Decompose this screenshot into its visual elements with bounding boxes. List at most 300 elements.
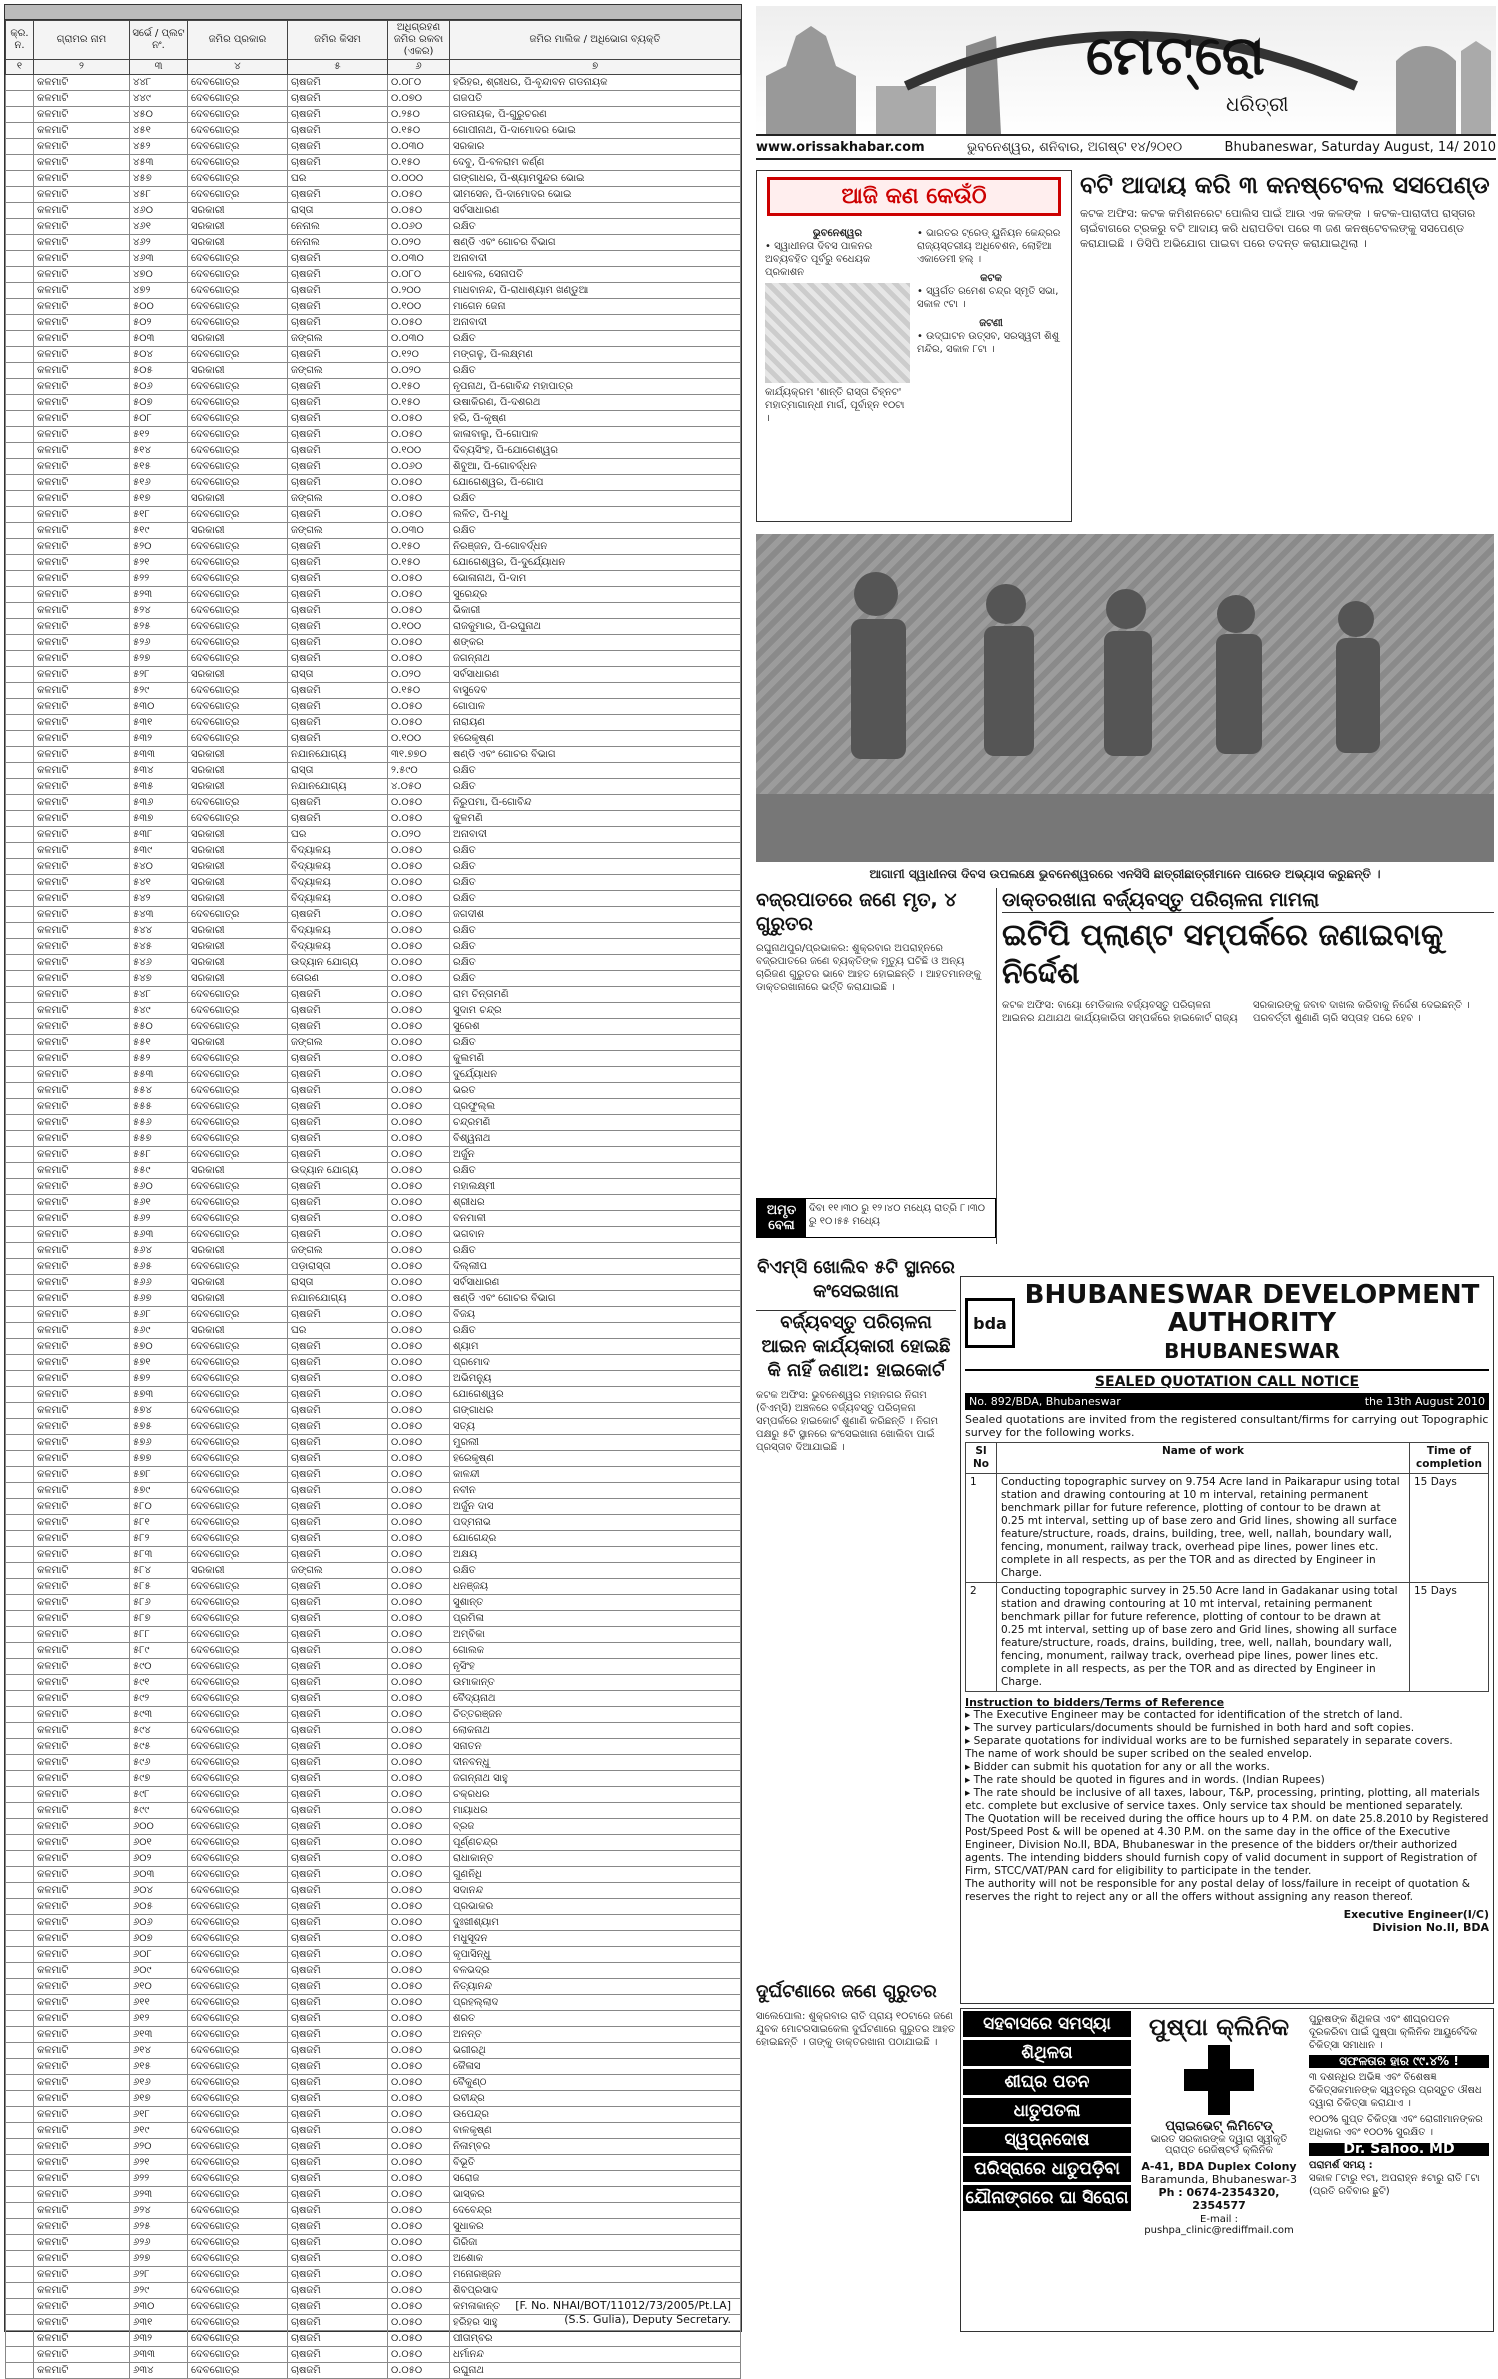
table-cell: ସରକାରୀ bbox=[188, 1035, 288, 1051]
table-cell: ଗୋପୀନାଥ, ପି-ଦାମୋଦର ଭୋଇ bbox=[450, 123, 741, 139]
constable-body: କଟକ ଅଫିସ: କଟକ କମିଶନରେଟ ପୋଲିସ ପାଇଁ ଆଉ ଏକ କଳଙ୍କ । କଟକ-ପାରାଦୀପ ରାସ୍ତାର ଚାଇଁବାଗରେ ଟ୍ରକରୁ ବଟି ଆଦାୟ କରି ଧରାପଡିବା ପରେ ୩ ଜଣ କନଷ୍ଟେବଲଙ୍କୁ ସସପେଣ୍ଡ କରାଯାଇଛି । ଡିସିପି ଅଭିଯୋଗ ପାଇବା ପରେ ତଦନ୍ତ କରାଯାଇଥିଲା । bbox=[1080, 207, 1476, 250]
table-cell bbox=[6, 1259, 34, 1275]
table-cell: ୫୯୩ bbox=[130, 1707, 188, 1723]
table-cell bbox=[6, 2155, 34, 2171]
table-cell: ଦେବଗୋତ୍ର bbox=[188, 587, 288, 603]
table-cell: କଳମାଟି bbox=[34, 507, 130, 523]
table-row bbox=[6, 1435, 741, 1451]
table-cell: ଚାଷଜମି bbox=[288, 1547, 388, 1563]
table-cell bbox=[6, 1035, 34, 1051]
table-cell: ଦେବଗୋତ୍ର bbox=[188, 2155, 288, 2171]
table-cell: ୦.୦୫୦ bbox=[388, 1851, 450, 1867]
table-cell: ୦.୦୫୦ bbox=[388, 2299, 450, 2315]
date-odia: ଭୁବନେଶ୍ୱର, ଶନିବାର, ଅଗଷ୍ଟ ୧୪/୨୦୧୦ bbox=[966, 140, 1183, 155]
events-city-1: ଭୁବନେଶ୍ୱର bbox=[812, 228, 863, 239]
table-cell: ଚାଷଜମି bbox=[288, 571, 388, 587]
table-row bbox=[6, 2235, 741, 2251]
table-cell: ଚାଷଜମି bbox=[288, 1611, 388, 1627]
table-cell bbox=[6, 1739, 34, 1755]
table-cell bbox=[6, 1307, 34, 1323]
table-cell: କଳମାଟି bbox=[34, 459, 130, 475]
bda-notice bbox=[960, 1276, 1494, 2004]
table-cell: କଳମାଟି bbox=[34, 651, 130, 667]
table-cell: ଦେବଗୋତ୍ର bbox=[188, 1643, 288, 1659]
table-cell: ଚାଷଜମି bbox=[288, 1051, 388, 1067]
table-cell: ଚାଷଜମି bbox=[288, 1115, 388, 1131]
table-row bbox=[6, 267, 741, 283]
lightning-story bbox=[756, 888, 997, 1244]
table-cell: ୫୯୫ bbox=[130, 1739, 188, 1755]
bda-row-work: Conducting topographic survey in 25.50 Acre land in Gadakanar using total station and drawing contouring at 10 mt interval, retaining permanent benchmark pillar for future reference, plotting of contour to be drawn at 0.25 mt interval, setting up of base zero and Grid lines, showing all surface feature/structure, roads, drains, building, tree, well, nallah, boundary wall, fencing, monument, railway track, overhead pipe lines, power lines etc. complete in all respects, as per the TOR and as directed by Engineer in Charge. bbox=[997, 1583, 1410, 1692]
table-row bbox=[6, 939, 741, 955]
table-cell: ଦେବଗୋତ୍ର bbox=[188, 2075, 288, 2091]
clinic-condition: ଶିଥିଳତା bbox=[963, 2040, 1131, 2066]
bda-col-time: Time of completion bbox=[1410, 1443, 1489, 1474]
table-cell: ୬୧୯ bbox=[130, 2123, 188, 2139]
table-cell: ଚାଷଜମି bbox=[288, 315, 388, 331]
clinic-email[interactable]: pushpa_clinic@rediffmail.com bbox=[1144, 2225, 1294, 2236]
table-cell: ବିଭୂତି bbox=[450, 2155, 741, 2171]
table-cell: ଦେବଗୋତ୍ର bbox=[188, 571, 288, 587]
table-cell bbox=[6, 1323, 34, 1339]
table-cell: ୫୪୨ bbox=[130, 891, 188, 907]
table-cell bbox=[6, 1051, 34, 1067]
table-cell: ୦.୦୫୦ bbox=[388, 1723, 450, 1739]
table-cell: ୪୪୮ bbox=[130, 75, 188, 91]
table-cell: ଚାଷଜମି bbox=[288, 1643, 388, 1659]
table-cell: କଳମାଟି bbox=[34, 2171, 130, 2187]
table-cell: ଦେବଗୋତ୍ର bbox=[188, 1627, 288, 1643]
table-cell: ଚାଷଜମି bbox=[288, 1195, 388, 1211]
clinic-text-2: ୩ ଦଶନ୍ଧିର ଅଭିଜ୍ଞ ଏବଂ ବିଶେଷଜ୍ଞ ଚିକିତ୍ସକମାନଙ୍କ ସ୍ୱତନ୍ତ୍ର ପ୍ରସ୍ତୁତ ଔଷଧ ଦ୍ୱାରା ଚିକିତ୍ସା କରାଯାଏ । bbox=[1309, 2072, 1482, 2109]
table-cell: ଦେବଗୋତ୍ର bbox=[188, 2107, 288, 2123]
events-text-1: • ସ୍ୱାଧୀନତା ଦିବସ ପାଳନର ଅବ୍ୟବହିତ ପୂର୍ବରୁ ବଧେୟକ ପ୍ରକାଶନ bbox=[765, 241, 873, 278]
table-cell bbox=[6, 1467, 34, 1483]
table-cell: ସରକାରୀ bbox=[188, 747, 288, 763]
table-cell: କଳମାଟି bbox=[34, 2235, 130, 2251]
table-cell bbox=[6, 2091, 34, 2107]
table-cell: ୦.୦୫୦ bbox=[388, 2091, 450, 2107]
table-cell: ୫୮୨ bbox=[130, 1531, 188, 1547]
table-cell: ୦.୦୫୦ bbox=[388, 1611, 450, 1627]
table-cell: କଳମାଟି bbox=[34, 635, 130, 651]
table-cell bbox=[6, 1963, 34, 1979]
table-cell bbox=[6, 1211, 34, 1227]
table-cell: ପୂର୍ଣ୍ଣଚନ୍ଦ୍ର bbox=[450, 1835, 741, 1851]
table-cell: ଦେବଗୋତ୍ର bbox=[188, 443, 288, 459]
table-row bbox=[6, 1035, 741, 1051]
table-cell: କଳମାଟି bbox=[34, 1707, 130, 1723]
table-row bbox=[6, 1163, 741, 1179]
table-cell: କଳମାଟି bbox=[34, 2155, 130, 2171]
table-cell: ଚାଷଜମି bbox=[288, 1899, 388, 1915]
table-cell: ଦୀନବନ୍ଧୁ bbox=[450, 1755, 741, 1771]
table-row bbox=[6, 1595, 741, 1611]
table-cell: ୪୫୮ bbox=[130, 187, 188, 203]
table-cell: ୫୨୫ bbox=[130, 619, 188, 635]
table-row bbox=[6, 1323, 741, 1339]
table-cell: ହରିହର, ଶ୍ରୀଧର, ପି-ବୃନ୍ଦାବନ ଗଡନାୟକ bbox=[450, 75, 741, 91]
table-cell: ଚାଷଜମି bbox=[288, 1339, 388, 1355]
table-cell: ୬୨୮ bbox=[130, 2267, 188, 2283]
table-row bbox=[6, 2075, 741, 2091]
table-cell: ଗୁଣନିଧି bbox=[450, 1867, 741, 1883]
table-cell: ଦେବଗୋତ୍ର bbox=[188, 1259, 288, 1275]
table-cell bbox=[6, 1435, 34, 1451]
table-cell: କଳମାଟି bbox=[34, 1435, 130, 1451]
table-cell: କଳମାଟି bbox=[34, 1803, 130, 1819]
table-cell: ଚାଷଜମି bbox=[288, 1483, 388, 1499]
table-cell: କଳମାଟି bbox=[34, 2027, 130, 2043]
table-cell: ୫୯୯ bbox=[130, 1803, 188, 1819]
table-cell: ଉମାକାନ୍ତ bbox=[450, 1675, 741, 1691]
table-cell bbox=[6, 2011, 34, 2027]
table-cell: ସରକାରୀ bbox=[188, 1163, 288, 1179]
table-cell: ୦.୦୫୦ bbox=[388, 1451, 450, 1467]
table-cell bbox=[6, 1499, 34, 1515]
table-cell: ଚାଷଜମି bbox=[288, 1787, 388, 1803]
table-cell: ୦.୦୫୦ bbox=[388, 1131, 450, 1147]
medical-cross-icon bbox=[1184, 2045, 1254, 2115]
table-cell: କଳମାଟି bbox=[34, 299, 130, 315]
table-cell: ରାଧାକାନ୍ତ bbox=[450, 1851, 741, 1867]
table-cell: ମାଧବାନନ୍ଦ, ପି-ରାଧାଶ୍ୟାମ ଖଣ୍ଡୁଆ bbox=[450, 283, 741, 299]
table-cell bbox=[6, 2059, 34, 2075]
table-row bbox=[6, 2363, 741, 2379]
table-cell: ଦେବୁ, ପି-ବଳରାମ କର୍ଣ୍ଣ bbox=[450, 155, 741, 171]
table-row bbox=[6, 1019, 741, 1035]
table-cell: ଚାଷଜମି bbox=[288, 459, 388, 475]
table-cell: ଧର୍ମାନନ୍ଦ bbox=[450, 2347, 741, 2363]
table-cell: ୫୬୭ bbox=[130, 1291, 188, 1307]
table-row bbox=[6, 1755, 741, 1771]
table-cell: ୪୫୨ bbox=[130, 139, 188, 155]
table-cell: ୦.୦୫୦ bbox=[388, 315, 450, 331]
table-row bbox=[6, 1787, 741, 1803]
table-cell: ଚାଷଜମି bbox=[288, 587, 388, 603]
table-cell: ଚାଷଜମି bbox=[288, 1915, 388, 1931]
table-cell: ଚାଷଜମି bbox=[288, 2107, 388, 2123]
table-cell: ଭୀମସେନ, ପି-ଦାମୋଦର ଭୋଇ bbox=[450, 187, 741, 203]
table-cell: କଳମାଟି bbox=[34, 1787, 130, 1803]
table-cell bbox=[6, 939, 34, 955]
table-cell bbox=[6, 1003, 34, 1019]
table-cell: ଚାଷଜମି bbox=[288, 1867, 388, 1883]
table-header-cell: ଅଧିଗ୍ରହଣ ଜମିର ରକବା (ଏକର) bbox=[388, 21, 450, 60]
table-cell: କଳମାଟି bbox=[34, 1995, 130, 2011]
table-cell: ଜଙ୍ଗଲ bbox=[288, 363, 388, 379]
table-cell: ବିଶ୍ୱନାଥ bbox=[450, 1131, 741, 1147]
table-cell: ଅନନ୍ତ bbox=[450, 2027, 741, 2043]
table-cell: ଦୁର୍ଯ୍ୟୋଧନ bbox=[450, 1067, 741, 1083]
table-cell bbox=[6, 1339, 34, 1355]
table-cell: ରବୀନ୍ଦ୍ର bbox=[450, 2091, 741, 2107]
table-cell: ୦.୦୫୦ bbox=[388, 411, 450, 427]
table-cell: ଗୋଲକ bbox=[450, 1643, 741, 1659]
table-cell: ଦେବଗୋତ୍ର bbox=[188, 1403, 288, 1419]
table-cell: ୦.୦୫୦ bbox=[388, 1931, 450, 1947]
table-row bbox=[6, 1147, 741, 1163]
table-row bbox=[6, 2043, 741, 2059]
table-row bbox=[6, 1739, 741, 1755]
table-cell: ସରକାରୀ bbox=[188, 843, 288, 859]
table-cell: ଚାଷଜମି bbox=[288, 1835, 388, 1851]
table-cell bbox=[6, 923, 34, 939]
table-cell: ୫୬୨ bbox=[130, 1211, 188, 1227]
table-cell: ୦.୦୫୦ bbox=[388, 491, 450, 507]
table-cell: କଳମାଟି bbox=[34, 827, 130, 843]
table-cell: ଦେବଗୋତ୍ର bbox=[188, 1739, 288, 1755]
table-cell: କଳମାଟି bbox=[34, 347, 130, 363]
table-cell bbox=[6, 171, 34, 187]
table-cell: ବିଦ୍ୟାଳୟ bbox=[288, 939, 388, 955]
events-box bbox=[756, 170, 1072, 522]
table-cell: କଳମାଟି bbox=[34, 139, 130, 155]
table-cell bbox=[6, 523, 34, 539]
table-cell: ଚାଷଜମି bbox=[288, 155, 388, 171]
table-cell: ୫୬୪ bbox=[130, 1243, 188, 1259]
table-cell: ପୀତାମ୍ବର bbox=[450, 2331, 741, 2347]
table-cell: ୫୦୮ bbox=[130, 411, 188, 427]
bda-col-sl: Sl No bbox=[966, 1443, 997, 1474]
table-cell: ୦.୦୫୦ bbox=[388, 507, 450, 523]
table-cell: ୦.୦୫୦ bbox=[388, 1963, 450, 1979]
table-cell: କଳମାଟି bbox=[34, 539, 130, 555]
table-row bbox=[6, 1291, 741, 1307]
table-cell: ୦.୦୫୦ bbox=[388, 1403, 450, 1419]
bda-notice-date: the 13th August 2010 bbox=[1364, 1395, 1485, 1408]
table-row bbox=[6, 187, 741, 203]
table-cell: ୦.୦୫୦ bbox=[388, 2187, 450, 2203]
table-cell: ଦେବଗୋତ୍ର bbox=[188, 2203, 288, 2219]
table-cell: ଦେବଗୋତ୍ର bbox=[188, 427, 288, 443]
table-cell: ଗିରିଜା bbox=[450, 2235, 741, 2251]
table-cell: କଳମାଟି bbox=[34, 2011, 130, 2027]
table-cell bbox=[6, 539, 34, 555]
table-cell: ୬୨୨ bbox=[130, 2171, 188, 2187]
table-cell: ୦.୦୫୦ bbox=[388, 1387, 450, 1403]
photo-caption: ଆଗାମୀ ସ୍ୱାଧୀନତା ଦିବସ ଉପଲକ୍ଷେ ଭୁବନେଶ୍ୱରରେ ଏନସିସି ଛାତ୍ରୀଛାତ୍ରୀମାନେ ପାରେଡ ଅଭ୍ୟାସ କରୁଛନ୍ତି । bbox=[869, 867, 1381, 881]
table-cell: ଦୁଃଖୀଶ୍ୟାମ bbox=[450, 1915, 741, 1931]
table-cell bbox=[6, 987, 34, 1003]
table-cell: ଦେବଗୋତ୍ର bbox=[188, 1451, 288, 1467]
table-row bbox=[6, 1835, 741, 1851]
table-cell: କଳମାଟି bbox=[34, 2219, 130, 2235]
table-cell: ଚାଷଜମି bbox=[288, 2187, 388, 2203]
table-cell: ଅମ୍ବିକା bbox=[450, 1627, 741, 1643]
table-cell: ଚାଷଜମି bbox=[288, 1723, 388, 1739]
table-cell: କଳମାଟି bbox=[34, 1115, 130, 1131]
table-cell: ଚାଷଜମି bbox=[288, 1755, 388, 1771]
table-cell: ୦.୦୫୦ bbox=[388, 2059, 450, 2075]
table-cell: ୫୧୨ bbox=[130, 427, 188, 443]
table-cell: ସରକାରୀ bbox=[188, 939, 288, 955]
table-colnum-row bbox=[6, 60, 741, 75]
bda-row-time: 15 Days bbox=[1410, 1583, 1489, 1692]
table-cell: ଚାଷଜମି bbox=[288, 2203, 388, 2219]
table-cell: ରକ୍ଷିତ bbox=[450, 891, 741, 907]
table-colnum-cell: ୩ bbox=[130, 60, 188, 75]
table-row bbox=[6, 91, 741, 107]
table-cell: ଚାଷଜମି bbox=[288, 619, 388, 635]
table-cell: ୦.୦୫୦ bbox=[388, 1035, 450, 1051]
table-cell: କଳମାଟି bbox=[34, 1387, 130, 1403]
table-cell: କଳମାଟି bbox=[34, 2123, 130, 2139]
table-cell: କଳମାଟି bbox=[34, 171, 130, 187]
table-cell: କଳମାଟି bbox=[34, 1979, 130, 1995]
table-row bbox=[6, 1675, 741, 1691]
table-cell bbox=[6, 1131, 34, 1147]
table-cell: ୬୧୪ bbox=[130, 2043, 188, 2059]
table-cell: ନିରଞ୍ଜନ, ପି-ଗୋବର୍ଦ୍ଧନ bbox=[450, 539, 741, 555]
table-cell: ନାରାୟଣ bbox=[450, 715, 741, 731]
table-cell: ୦.୦୫୦ bbox=[388, 2267, 450, 2283]
table-cell: ଚାଷଜମି bbox=[288, 1931, 388, 1947]
table-cell: ୪୬୧ bbox=[130, 219, 188, 235]
table-row bbox=[6, 2251, 741, 2267]
table-cell: ୬୦୪ bbox=[130, 1883, 188, 1899]
table-row bbox=[6, 1691, 741, 1707]
table-cell: ସରକାରୀ bbox=[188, 491, 288, 507]
table-cell: ରକ୍ଷିତ bbox=[450, 331, 741, 347]
table-cell: ଦେବଗୋତ୍ର bbox=[188, 267, 288, 283]
table-cell: ୦.୦୫୦ bbox=[388, 1291, 450, 1307]
table-row bbox=[6, 1307, 741, 1323]
table-cell: ଯୋଗେନ୍ଦ୍ର bbox=[450, 1531, 741, 1547]
table-cell bbox=[6, 1595, 34, 1611]
table-cell: କଳମାଟି bbox=[34, 619, 130, 635]
table-cell bbox=[6, 75, 34, 91]
table-cell: ଜଙ୍ଗଲ bbox=[288, 491, 388, 507]
table-cell bbox=[6, 1691, 34, 1707]
clinic-address-1: A-41, BDA Duplex Colony bbox=[1141, 2160, 1297, 2173]
table-cell: ଚାଷଜମି bbox=[288, 107, 388, 123]
table-cell: ସରକାରୀ bbox=[188, 1563, 288, 1579]
bmc-story bbox=[756, 1256, 956, 1776]
table-cell: ଦେବଗୋତ୍ର bbox=[188, 2219, 288, 2235]
table-row bbox=[6, 411, 741, 427]
table-row bbox=[6, 171, 741, 187]
table-cell: ଚାଷଜମି bbox=[288, 651, 388, 667]
clinic-condition: ଯୌନାଙ୍ଗରେ ଘା ସିରୋଗ bbox=[963, 2185, 1131, 2211]
table-cell: ୦.୦୫୦ bbox=[388, 715, 450, 731]
table-cell: ଚାଷଜମି bbox=[288, 1099, 388, 1115]
table-row bbox=[6, 811, 741, 827]
table-cell: ୦.୦୫୦ bbox=[388, 1787, 450, 1803]
table-cell: ସରକାରୀ bbox=[188, 971, 288, 987]
table-cell: କଳମାଟି bbox=[34, 795, 130, 811]
table-cell: ସଦାନନ୍ଦ bbox=[450, 1883, 741, 1899]
table-cell: କଳମାଟି bbox=[34, 2331, 130, 2347]
table-cell: ୫୨୧ bbox=[130, 555, 188, 571]
table-cell: କଳମାଟି bbox=[34, 971, 130, 987]
table-cell: ୫୦୪ bbox=[130, 347, 188, 363]
table-cell bbox=[6, 2107, 34, 2123]
table-cell: କଳମାଟି bbox=[34, 523, 130, 539]
table-cell: କଳମାଟି bbox=[34, 2203, 130, 2219]
table-cell bbox=[6, 1099, 34, 1115]
table-cell: ସରକାରୀ bbox=[188, 779, 288, 795]
table-row bbox=[6, 1355, 741, 1371]
table-cell: କଳମାଟି bbox=[34, 267, 130, 283]
table-cell: ସର୍ବସାଧାରଣ bbox=[450, 667, 741, 683]
table-cell: ରକ୍ଷିତ bbox=[450, 955, 741, 971]
table-cell: ତୋରଣ bbox=[288, 971, 388, 987]
table-cell: ୦.୦୫୦ bbox=[388, 1867, 450, 1883]
table-row bbox=[6, 699, 741, 715]
table-cell: ବିଦ୍ୟାଳୟ bbox=[288, 923, 388, 939]
table-row bbox=[6, 2139, 741, 2155]
table-cell: ଦେବଗୋତ୍ର bbox=[188, 395, 288, 411]
table-cell: ୦.୦୫୦ bbox=[388, 1659, 450, 1675]
table-cell: ୦.୦୫୦ bbox=[388, 1419, 450, 1435]
table-cell: ଚାଷଜମି bbox=[288, 2283, 388, 2299]
table-cell: ଚାଷଜମି bbox=[288, 1019, 388, 1035]
table-cell: ଦେବଗୋତ୍ର bbox=[188, 75, 288, 91]
table-cell: ଦେବଗୋତ୍ର bbox=[188, 2123, 288, 2139]
table-cell: ଭରତ bbox=[450, 1083, 741, 1099]
table-cell: ଦେବଗୋତ୍ର bbox=[188, 1611, 288, 1627]
table-cell: ୬୨୯ bbox=[130, 2283, 188, 2299]
table-cell: ନୃପନାଥ, ପି-ଗୋବିନ୍ଦ ମହାପାତ୍ର bbox=[450, 379, 741, 395]
clinic-condition: ସହବାସରେ ସମସ୍ୟା bbox=[963, 2011, 1131, 2037]
table-cell: ୦.୨୫୦ bbox=[388, 107, 450, 123]
table-cell: ଦେବଗୋତ୍ର bbox=[188, 1995, 288, 2011]
table-cell: ଦେବଗୋତ୍ର bbox=[188, 1067, 288, 1083]
table-cell: ଚାଷଜମି bbox=[288, 2219, 388, 2235]
table-cell: ଦେବଗୋତ୍ର bbox=[188, 1467, 288, 1483]
table-cell: ଦେବଗୋତ୍ର bbox=[188, 1147, 288, 1163]
table-row bbox=[6, 1067, 741, 1083]
table-cell: ଅନାବାଦୀ bbox=[450, 315, 741, 331]
table-cell: ଚାଷଜମି bbox=[288, 1627, 388, 1643]
table-cell: ଦେବଗୋତ୍ର bbox=[188, 1355, 288, 1371]
table-cell: ୫୩୩ bbox=[130, 747, 188, 763]
table-cell bbox=[6, 1419, 34, 1435]
table-cell: ୦.୦୫୦ bbox=[388, 1227, 450, 1243]
table-row bbox=[6, 827, 741, 843]
table-cell: ୬୩୦ bbox=[130, 2299, 188, 2315]
table-cell: ଚାଷଜମି bbox=[288, 75, 388, 91]
table-cell: ଦେବଗୋତ୍ର bbox=[188, 1131, 288, 1147]
table-cell: କଳମାଟି bbox=[34, 699, 130, 715]
table-cell: ଚାଷଜମି bbox=[288, 1515, 388, 1531]
table-cell: ଚାଷଜମି bbox=[288, 443, 388, 459]
table-row bbox=[6, 523, 741, 539]
table-cell: ୫୫୪ bbox=[130, 1083, 188, 1099]
table-cell: ଚାଷଜମି bbox=[288, 1003, 388, 1019]
table-row bbox=[6, 2027, 741, 2043]
table-cell: ସୁଦାମ ଚନ୍ଦ୍ର bbox=[450, 1003, 741, 1019]
table-row bbox=[6, 347, 741, 363]
table-cell bbox=[6, 603, 34, 619]
table-cell: ରକ୍ଷିତ bbox=[450, 939, 741, 955]
accident-body: ସାଲେପୋଲ: ଶୁକ୍ରବାର ରାତି ପ୍ରାୟ ୧୦ଟାରେ ଜଣେ ଯୁବକ ମୋଟରସାଇକେଲ ଦୁର୍ଘଟଣାରେ ଗୁରୁତର ଆହତ ହୋଇଛନ୍ତି । ତାଙ୍କୁ ଡାକ୍ତରଖାନା ପଠାଯାଇଛି । bbox=[756, 2011, 956, 2048]
table-row bbox=[6, 123, 741, 139]
table-cell bbox=[6, 2139, 34, 2155]
table-cell: ୫୧୫ bbox=[130, 459, 188, 475]
site-url[interactable]: www.orissakhabar.com bbox=[756, 140, 925, 155]
table-cell: ଚାଷଜମି bbox=[288, 2123, 388, 2139]
table-cell: ବିଜୟ bbox=[450, 1307, 741, 1323]
table-cell: ବୈକୁଣ୍ଠ bbox=[450, 2075, 741, 2091]
table-row bbox=[6, 1131, 741, 1147]
table-cell: ପ୍ରମିଳା bbox=[450, 1611, 741, 1627]
table-cell: ୦.୦୫୦ bbox=[388, 1803, 450, 1819]
table-cell: ଚାଷଜମି bbox=[288, 1595, 388, 1611]
events-city-2: କଟକ bbox=[980, 273, 1002, 284]
table-cell: ଦେବଗୋତ୍ର bbox=[188, 1499, 288, 1515]
